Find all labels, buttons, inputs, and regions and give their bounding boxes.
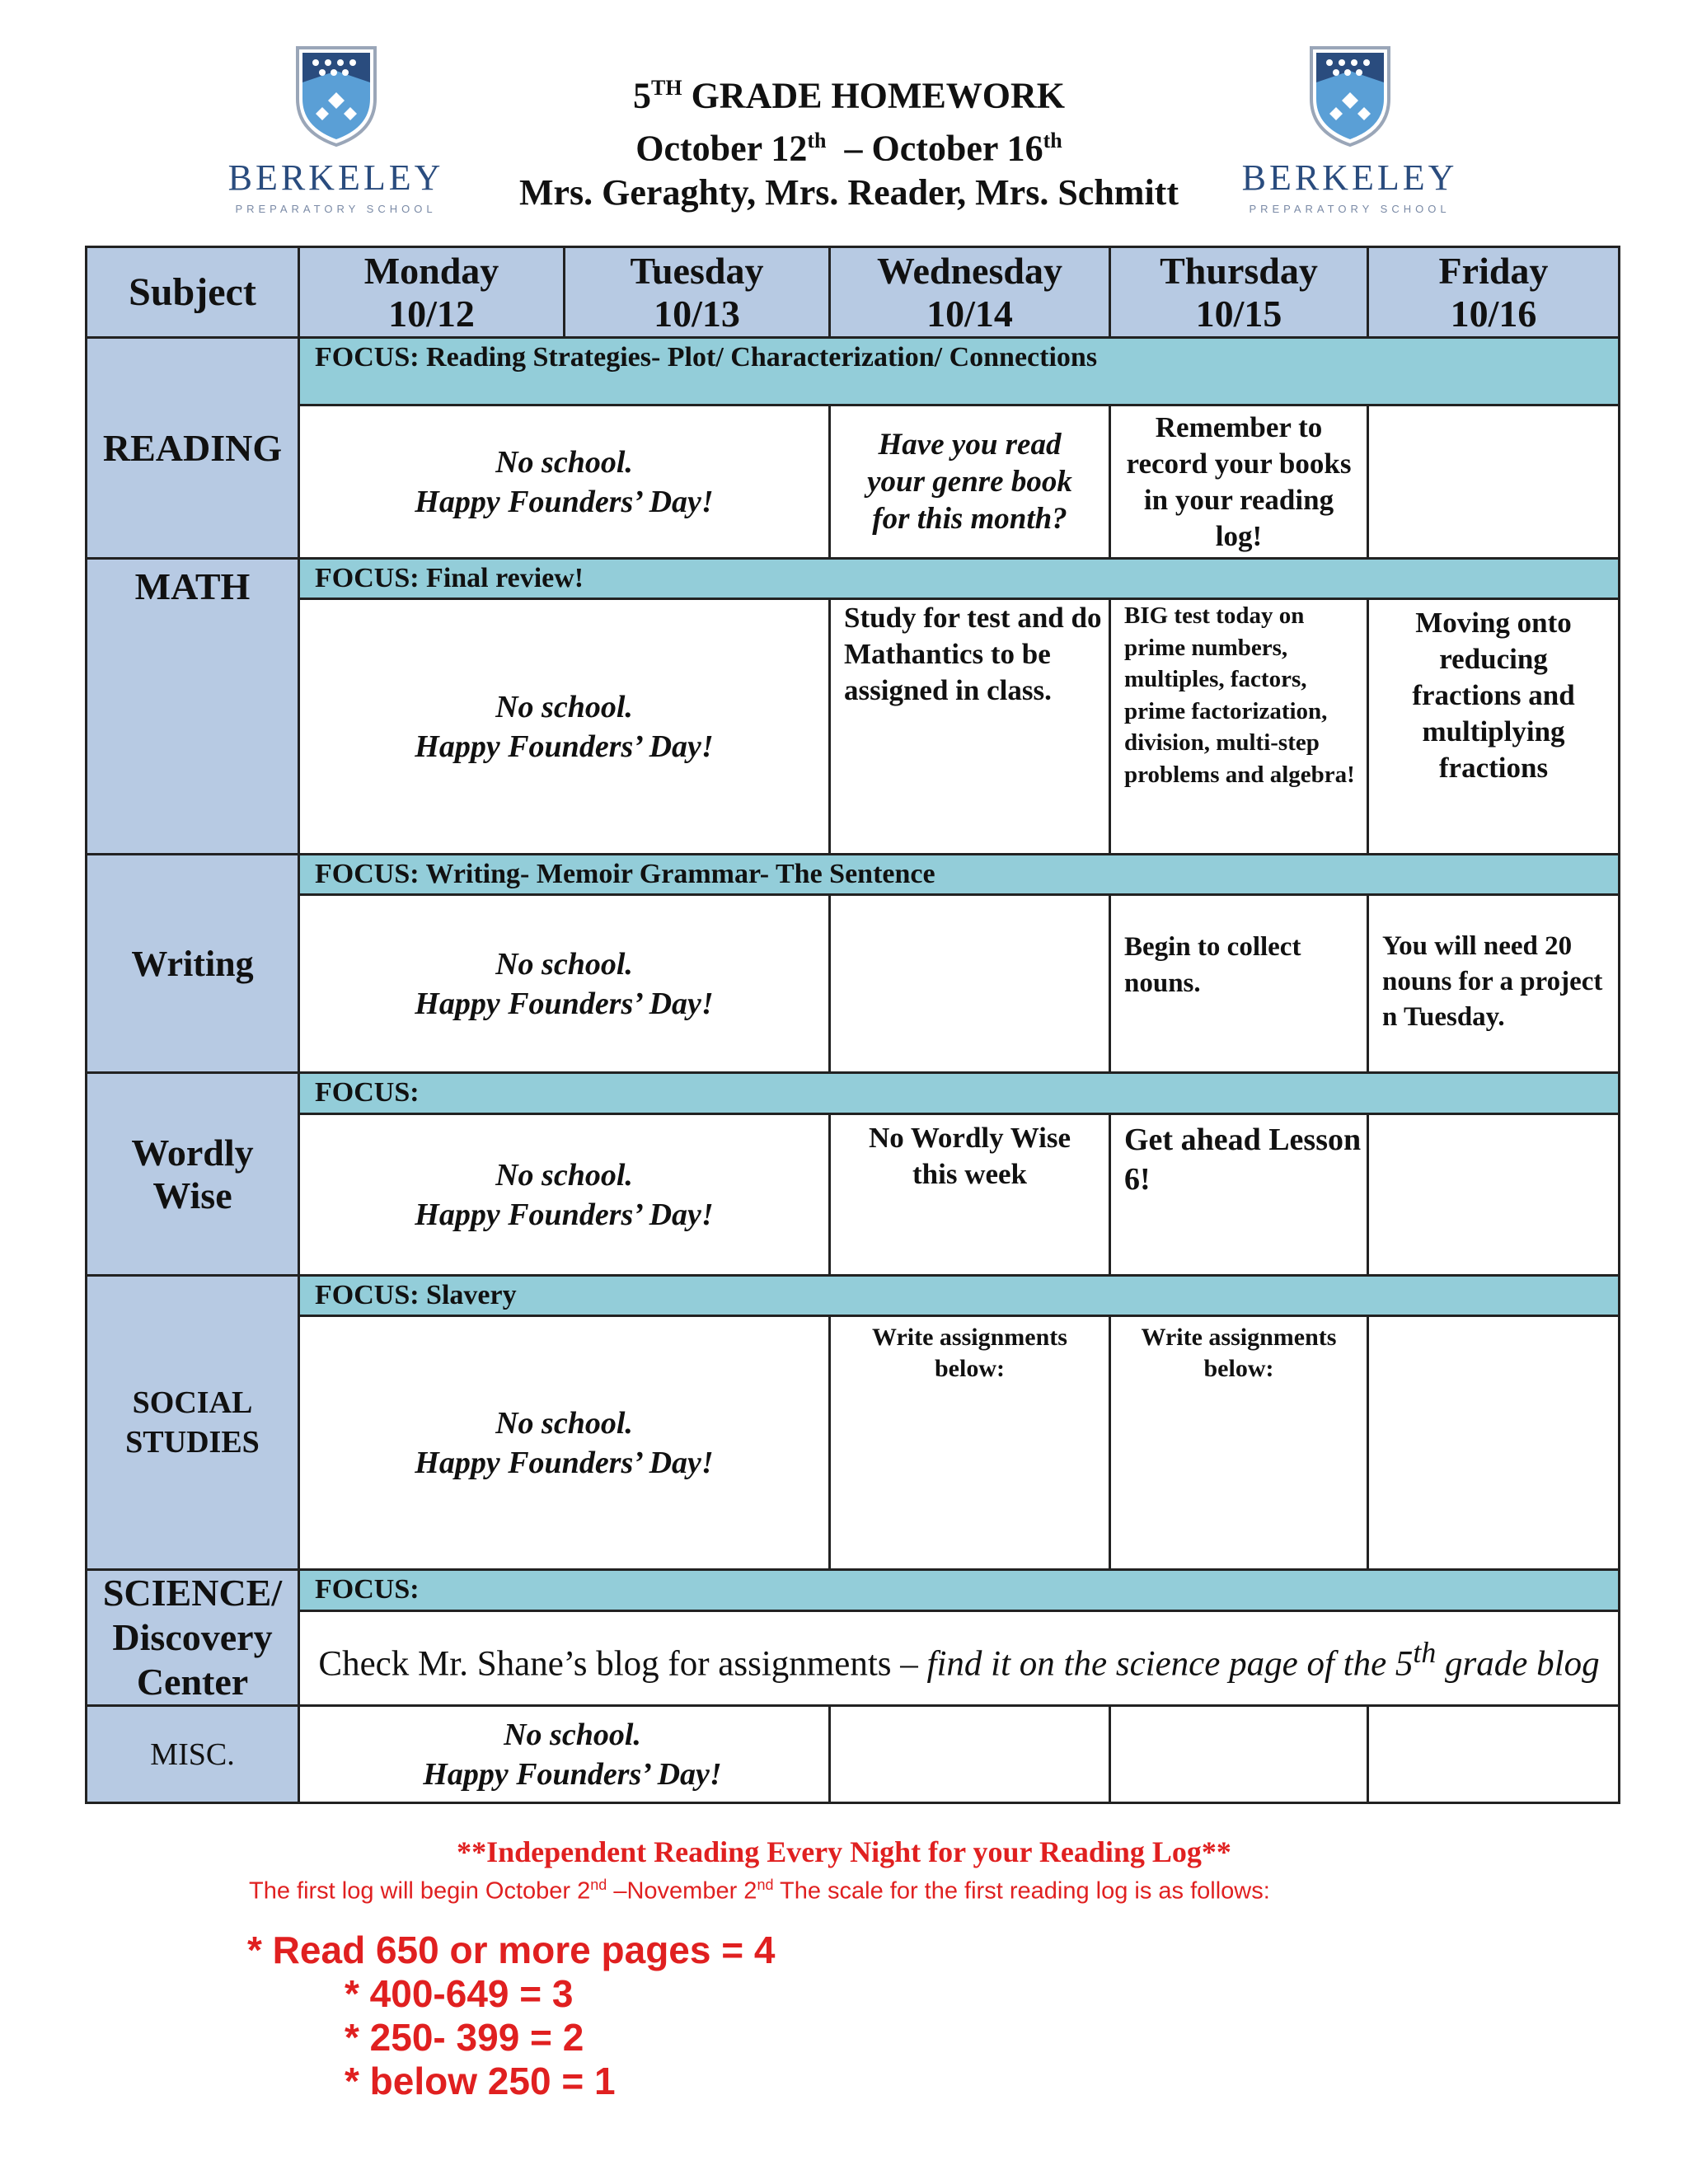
day-header-tuesday: Tuesday 10/13 <box>565 247 830 338</box>
subject-science: SCIENCE/ Discovery Center <box>87 1570 299 1706</box>
social-friday <box>1368 1316 1620 1570</box>
wordly-no-school: No school. Happy Founders’ Day! <box>299 1114 830 1276</box>
reading-no-school: No school. Happy Founders’ Day! <box>299 405 830 559</box>
subject-wordly-wise: Wordly Wise <box>87 1073 299 1276</box>
math-thursday: BIG test today on prime numbers, multiples, factors, prime factorization, division, multi-step problems and algebra! <box>1110 599 1368 855</box>
homework-table <box>85 246 1620 1804</box>
scale-item: * below 250 = 1 <box>345 2060 616 2102</box>
misc-friday <box>1368 1706 1620 1803</box>
page-title: 5TH GRADE HOMEWORK <box>632 75 1066 116</box>
focus-writing: FOCUS: Writing- Memoir Grammar- The Sentence <box>299 855 1620 895</box>
math-friday: Moving onto reducing fractions and multiplying fractions <box>1368 599 1620 855</box>
date-range: October 12th – October 16th <box>635 128 1062 169</box>
shield-icon <box>1305 41 1395 148</box>
wordly-thursday: Get ahead Lesson 6! <box>1110 1114 1368 1276</box>
wordly-friday <box>1368 1114 1620 1276</box>
page-header <box>462 66 1236 215</box>
reading-log-dates: The first log will begin October 2nd –November 2nd The scale for the first reading log is as follows: <box>249 1877 1270 1905</box>
writing-no-school: No school. Happy Founders’ Day! <box>299 895 830 1073</box>
scale-item: * 400-649 = 3 <box>345 1972 574 2015</box>
reading-log-scale <box>247 1929 775 2103</box>
logo-subtitle: PREPARATORY SCHOOL <box>1249 203 1451 215</box>
social-wednesday: Write assignments below: <box>830 1316 1110 1570</box>
reading-wednesday: Have you read your genre book for this month? <box>830 405 1110 559</box>
writing-thursday: Begin to collect nouns. <box>1110 895 1368 1073</box>
focus-reading: FOCUS: Reading Strategies- Plot/ Characterization/ Connections <box>299 338 1620 405</box>
misc-no-school: No school. Happy Founders’ Day! <box>299 1706 830 1803</box>
subject-social-studies: SOCIAL STUDIES <box>87 1276 299 1570</box>
logo-subtitle: PREPARATORY SCHOOL <box>235 203 437 215</box>
day-header-friday: Friday 10/16 <box>1368 247 1620 338</box>
misc-wednesday <box>830 1706 1110 1803</box>
subject-math: MATH <box>87 559 299 855</box>
reading-friday <box>1368 405 1620 559</box>
scale-item: * 250- 399 = 2 <box>345 2016 584 2059</box>
day-header-monday: Monday 10/12 <box>299 247 565 338</box>
writing-friday: You will need 20 nouns for a project n Tuesday. <box>1368 895 1620 1073</box>
day-header-thursday: Thursday 10/15 <box>1110 247 1368 338</box>
subject-writing: Writing <box>87 855 299 1073</box>
reading-log-notice <box>0 1834 1688 2102</box>
science-note: Check Mr. Shane’s blog for assignments – find it on the science page of the 5th grade blog <box>299 1610 1620 1705</box>
logo-name: BERKELEY <box>227 157 444 198</box>
misc-thursday <box>1110 1706 1368 1803</box>
focus-science: FOCUS: <box>299 1570 1620 1611</box>
writing-wednesday <box>830 895 1110 1073</box>
social-thursday: Write assignments below: <box>1110 1316 1368 1570</box>
reading-log-headline: **Independent Reading Every Night for your Reading Log** <box>457 1835 1231 1868</box>
shield-icon <box>291 41 382 148</box>
subject-misc: MISC. <box>87 1706 299 1803</box>
focus-wordly-wise: FOCUS: <box>299 1073 1620 1114</box>
school-logo-left <box>223 41 449 214</box>
table-header-row <box>87 247 1620 338</box>
focus-social-studies: FOCUS: Slavery <box>299 1276 1620 1316</box>
subject-header: Subject <box>87 247 299 338</box>
teacher-names: Mrs. Geraghty, Mrs. Reader, Mrs. Schmitt <box>519 172 1179 213</box>
school-logo-right <box>1236 41 1463 214</box>
wordly-wednesday: No Wordly Wise this week <box>830 1114 1110 1276</box>
reading-thursday: Remember to record your books in your reading log! <box>1110 405 1368 559</box>
focus-math: FOCUS: Final review! <box>299 559 1620 599</box>
day-header-wednesday: Wednesday 10/14 <box>830 247 1110 338</box>
social-no-school: No school. Happy Founders’ Day! <box>299 1316 830 1570</box>
math-no-school: No school. Happy Founders’ Day! <box>299 599 830 855</box>
subject-reading: READING <box>87 338 299 559</box>
scale-item: * Read 650 or more pages = 4 <box>247 1929 776 1971</box>
logo-name: BERKELEY <box>1241 157 1458 198</box>
math-wednesday: Study for test and do Mathantics to be assigned in class. <box>830 599 1110 855</box>
